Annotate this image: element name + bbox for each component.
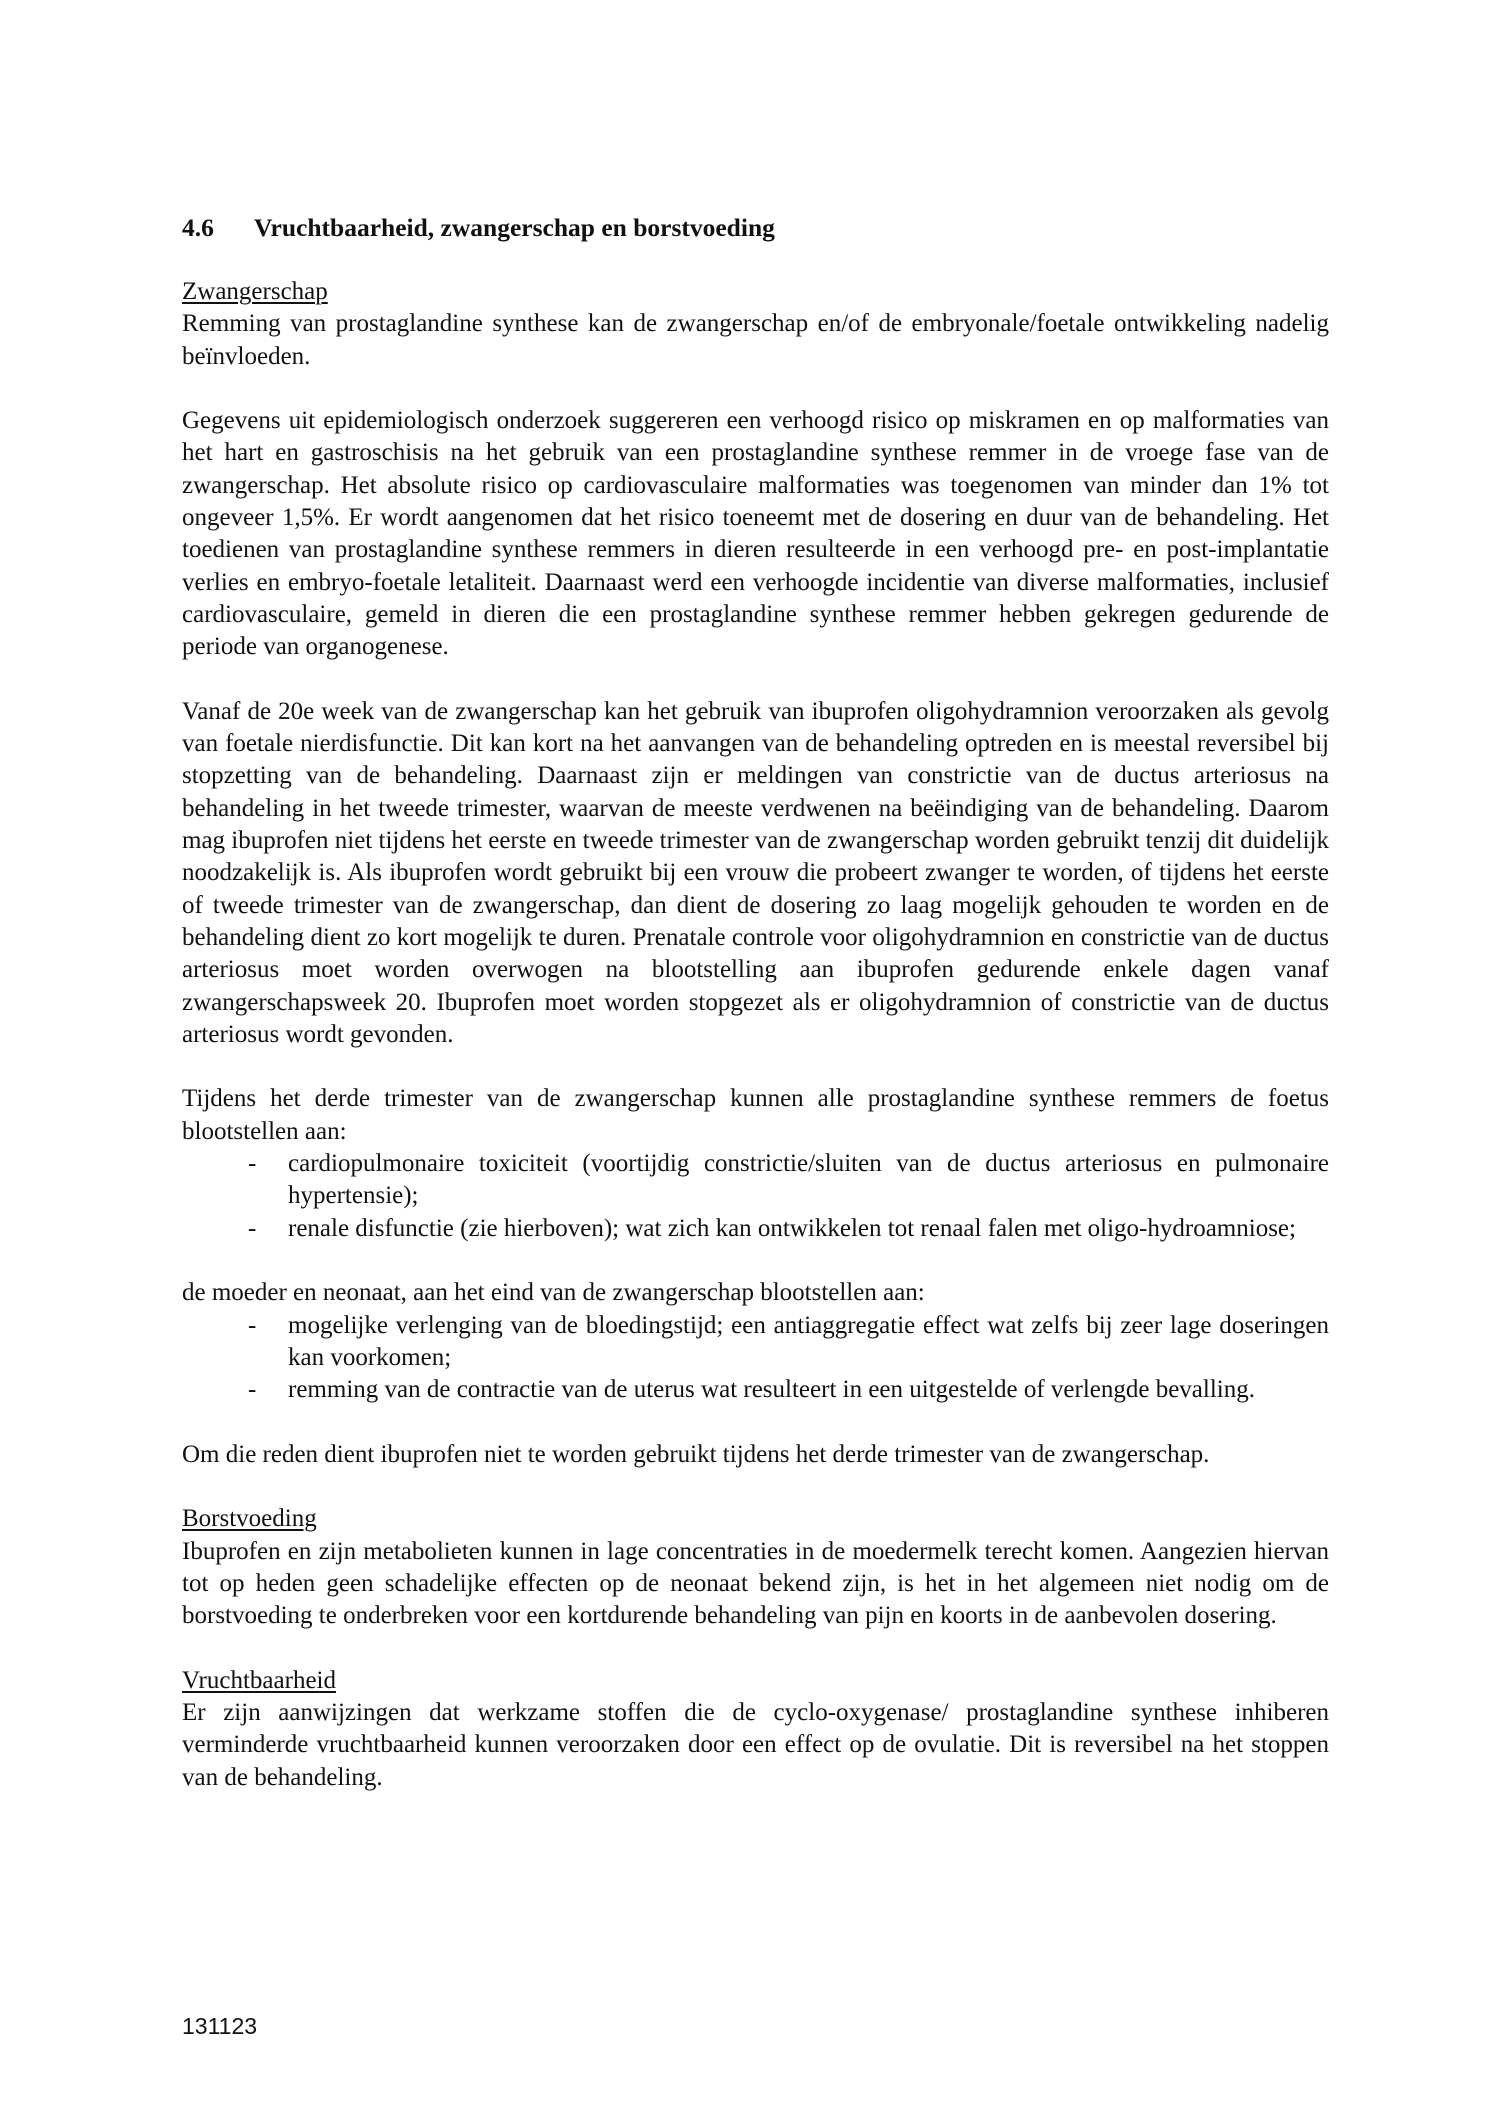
pregnancy-paragraph-2: Gegevens uit epidemiologisch onderzoek suggereren een verhoogd risico op miskramen en op malformaties van het hart en gastroschisis na het gebruik van een prostaglandine synthese remmer in de vroege fase van de zwangerschap. Het absolute risico op cardiovasculaire malformaties was toegenomen van minder dan 1% tot ongeveer 1,5%. Er wordt aangenomen dat het risico toeneemt met de dosering en duur van de behandeling. Het toedienen van prostaglandine synthese remmers in dieren resulteerde in een verhoogd pre- en post-implantatie verlies en embryo-foetale letaliteit. Daarnaast werd een verhoogde incidentie van diverse malformaties, inclusief cardiovasculaire, gemeld in dieren die een prostaglandine synthese remmer hebben gekregen gedurende de periode van organogenese. bbox=[182, 407, 1329, 661]
breastfeeding-paragraph: Ibuprofen en zijn metabolieten kunnen in lage concentraties in de moedermelk terecht komen. Aangezien hiervan tot op heden geen schadelijke effecten op de neonaat bekend zijn, is het in het algemeen niet nodig om de borstvoeding te onderbreken voor een kortdurende behandeling van pijn en koorts in de aanbevolen dosering. bbox=[182, 1537, 1329, 1630]
dash-bullet: - bbox=[248, 1376, 257, 1404]
subheading-fertility: Vruchtbaarheid bbox=[182, 1666, 336, 1694]
subheading-pregnancy: Zwangerschap bbox=[182, 278, 328, 305]
pregnancy-paragraph-5: de moeder en neonaat, aan het eind van de zwangerschap blootstellen aan: bbox=[182, 1279, 925, 1307]
paragraph-gap bbox=[182, 1471, 1329, 1503]
section-title: Vruchtbaarheid, zwangerschap en borstvoeding bbox=[254, 213, 775, 242]
dash-bullet: - bbox=[248, 1214, 257, 1242]
paragraph-gap bbox=[182, 373, 1329, 405]
section-number: 4.6 bbox=[182, 213, 214, 242]
list-item bbox=[248, 1213, 1329, 1245]
list-item-text: renale disfunctie (zie hierboven); wat zich kan ontwikkelen tot renaal falen met oligo-hydroamniose; bbox=[288, 1214, 1296, 1242]
document-body bbox=[182, 212, 1329, 1794]
dash-bullet: - bbox=[248, 1311, 257, 1339]
pregnancy-paragraph-1: Remming van prostaglandine synthese kan de zwangerschap en/of de embryonale/foetale ontwikkeling nadelig beïnvloeden. bbox=[182, 310, 1329, 370]
subheading-breastfeeding: Borstvoeding bbox=[182, 1505, 317, 1533]
fetus-risk-list bbox=[182, 1148, 1329, 1245]
dash-bullet: - bbox=[248, 1150, 257, 1178]
list-item bbox=[248, 1148, 1329, 1213]
list-item-text: cardiopulmonaire toxiciteit (voortijdig constrictie/sluiten van de ductus arteriosus en pulmonaire hypertensie); bbox=[288, 1150, 1329, 1210]
list-item-text: remming van de contractie van de uterus wat resulteert in een uitgestelde of verlengde bevalling. bbox=[288, 1376, 1255, 1404]
mother-risk-list bbox=[182, 1310, 1329, 1407]
paragraph-gap bbox=[182, 664, 1329, 696]
paragraph-gap bbox=[182, 1051, 1329, 1083]
paragraph-gap bbox=[182, 1245, 1329, 1277]
pregnancy-paragraph-6: Om die reden dient ibuprofen niet te worden gebruikt tijdens het derde trimester van de zwangerschap. bbox=[182, 1440, 1210, 1468]
list-item bbox=[248, 1374, 1329, 1406]
list-item-text: mogelijke verlenging van de bloedingstijd; een antiaggregatie effect wat zelfs bij zeer lage doseringen kan voorkomen; bbox=[288, 1311, 1329, 1371]
paragraph-gap bbox=[182, 1406, 1329, 1438]
section-heading bbox=[182, 212, 1329, 244]
pregnancy-paragraph-4: Tijdens het derde trimester van de zwangerschap kunnen alle prostaglandine synthese remmers de foetus blootstellen aan: bbox=[182, 1085, 1329, 1145]
paragraph-gap bbox=[182, 1632, 1329, 1664]
page-footer-code: 131123 bbox=[182, 2013, 258, 2039]
fertility-paragraph: Er zijn aanwijzingen dat werkzame stoffen die de cyclo-oxygenase/ prostaglandine synthese inhiberen verminderde vruchtbaarheid kunnen veroorzaken door een effect op de ovulatie. Dit is reversibel na het stoppen van de behandeling. bbox=[182, 1699, 1329, 1791]
list-item bbox=[248, 1310, 1329, 1375]
pregnancy-paragraph-3: Vanaf de 20e week van de zwangerschap kan het gebruik van ibuprofen oligohydramnion veroorzaken als gevolg van foetale nierdisfunctie. Dit kan kort na het aanvangen van de behandeling optreden en is meestal reversibel bij stopzetting van de behandeling. Daarnaast zijn er meldingen van constrictie van de ductus arteriosus na behandeling in het tweede trimester, waarvan de meeste verdwenen na beëindiging van de behandeling. Daarom mag ibuprofen niet tijdens het eerste en tweede trimester van de zwangerschap worden gebruikt tenzij dit duidelijk noodzakelijk is. Als ibuprofen wordt gebruikt bij een vrouw die probeert zwanger te worden, of tijdens het eerste of tweede trimester van de zwangerschap, dan dient de dosering zo laag mogelijk gehouden te worden en de behandeling dient zo kort mogelijk te duren. Prenatale controle voor oligohydramnion en constrictie van de ductus arteriosus moet worden overwogen na blootstelling aan ibuprofen gedurende enkele dagen vanaf zwangerschapsweek 20. Ibuprofen moet worden stopgezet als er oligohydramnion of constrictie van de ductus arteriosus wordt gevonden. bbox=[182, 697, 1329, 1048]
